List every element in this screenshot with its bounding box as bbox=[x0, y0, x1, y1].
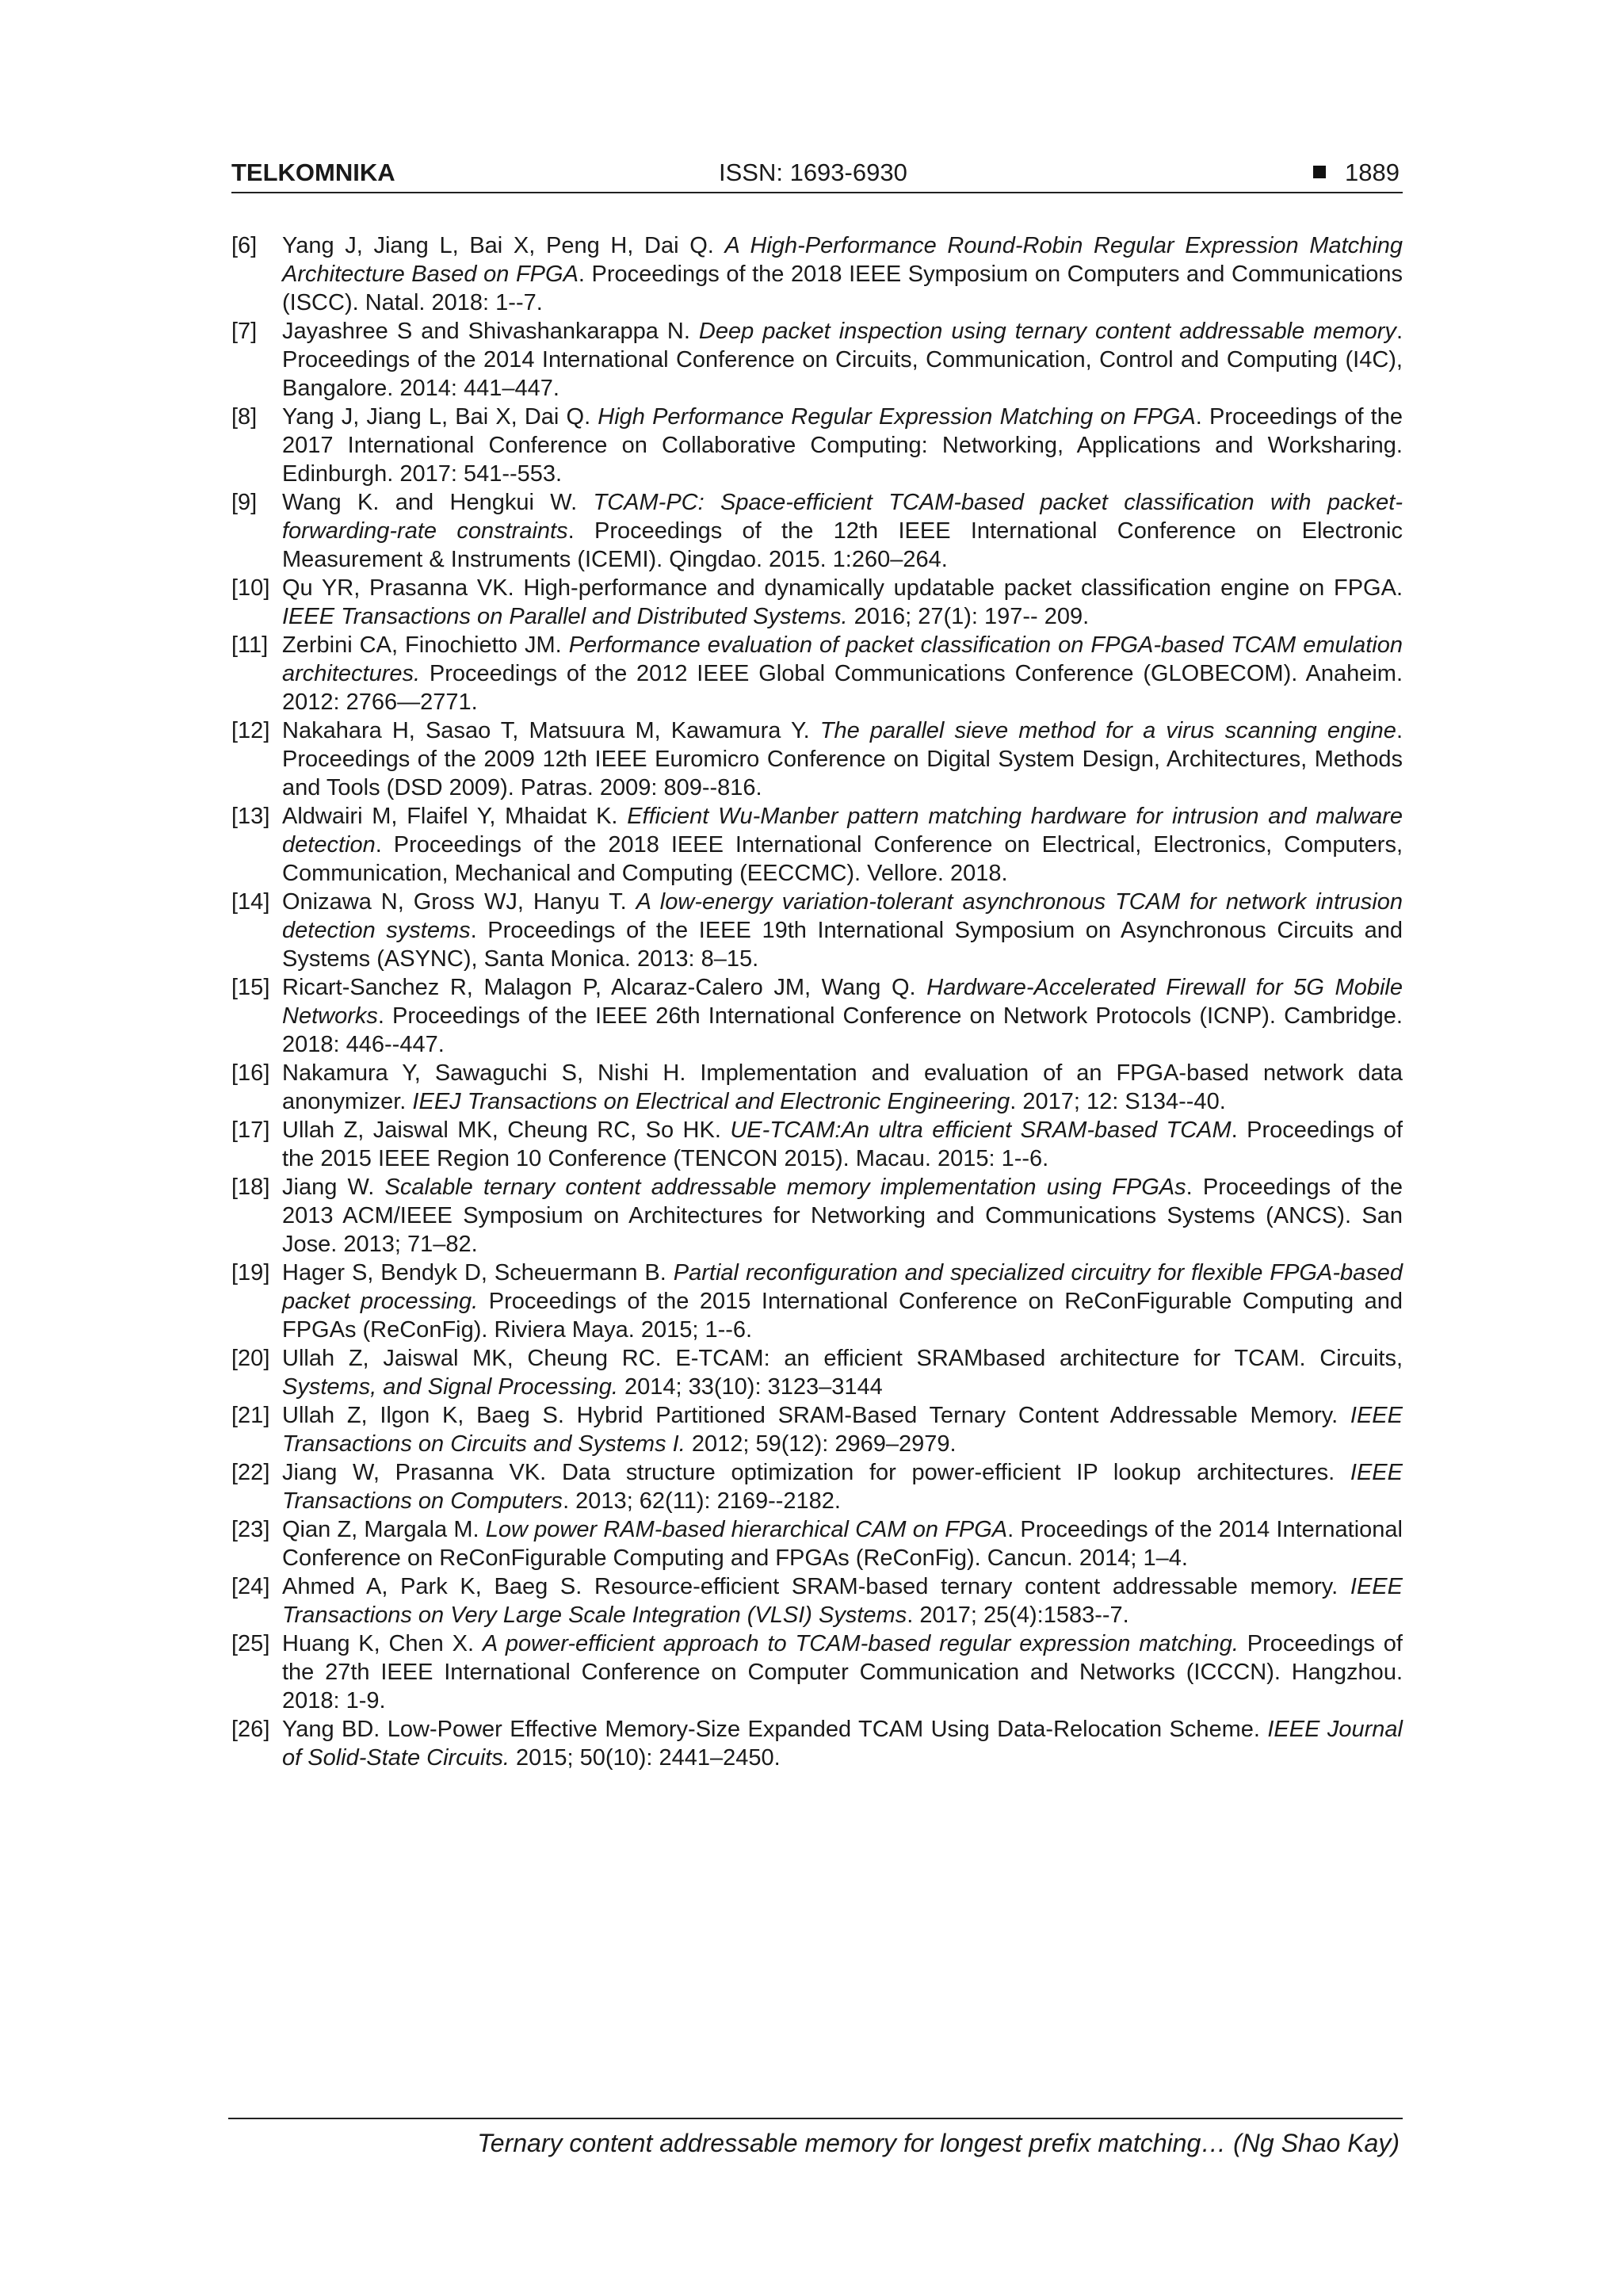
reference-number: [19] bbox=[231, 1260, 270, 1286]
reference-title: Partial reconfiguration and specialized circuitry for flexible FPGA-based packet processing. bbox=[282, 1260, 1403, 1314]
reference-number: [12] bbox=[231, 718, 270, 743]
reference-number: [17] bbox=[231, 1117, 270, 1143]
reference-title: High Performance Regular Expression Matching on FPGA bbox=[598, 404, 1196, 430]
reference-title: Systems, and Signal Processing. bbox=[282, 1374, 618, 1400]
reference-item bbox=[231, 1173, 1403, 1259]
reference-item bbox=[231, 1344, 1403, 1401]
reference-text: Ullah Z, Ilgon K, Baeg S. Hybrid Partitioned SRAM-Based Ternary Content Addressable Memory. IEEE Transactions on Circuits and Systems I. 2012; 59(12): 2969–2979. bbox=[282, 1403, 1403, 1457]
reference-item bbox=[231, 488, 1403, 574]
reference-item bbox=[231, 1572, 1403, 1629]
reference-item bbox=[231, 802, 1403, 888]
reference-item bbox=[231, 716, 1403, 802]
reference-title: Low power RAM-based hierarchical CAM on FPGA bbox=[485, 1517, 1008, 1542]
reference-text: Hager S, Bendyk D, Scheuermann B. Partial reconfiguration and specialized circuitry for flexible FPGA-based packet processing. Proceedings of the 2015 International Conference on ReConFigurable Computing and FPGAs (ReConFig). Riviera Maya. 2015; 1--6. bbox=[282, 1260, 1403, 1343]
reference-text: Nakahara H, Sasao T, Matsuura M, Kawamura Y. The parallel sieve method for a virus scanning engine. Proceedings of the 2009 12th IEEE Euromicro Conference on Digital System Design, Architectures, Methods and Tools (DSD 2009). Patras. 2009: 809--816. bbox=[282, 718, 1403, 800]
reference-list bbox=[231, 231, 1403, 1772]
reference-text: Ricart-Sanchez R, Malagon P, Alcaraz-Calero JM, Wang Q. Hardware-Accelerated Firewall for 5G Mobile Networks. Proceedings of the IEEE 26th International Conference on Network Protocols (ICNP). Cambridge. 2018: 446--447. bbox=[282, 975, 1403, 1057]
reference-text: Nakamura Y, Sawaguchi S, Nishi H. Implementation and evaluation of an FPGA-based network data anonymizer. IEEJ Transactions on Electrical and Electronic Engineering. 2017; 12: S134--40. bbox=[282, 1060, 1403, 1114]
reference-number: [24] bbox=[231, 1574, 270, 1599]
reference-title: Scalable ternary content addressable memory implementation using FPGAs bbox=[384, 1175, 1186, 1200]
page-number: 1889 bbox=[1345, 159, 1400, 186]
reference-text: Ullah Z, Jaiswal MK, Cheung RC, So HK. UE-TCAM:An ultra efficient SRAM-based TCAM. Proceedings of the 2015 IEEE Region 10 Conference (TENCON 2015). Macau. 2015: 1--6. bbox=[282, 1117, 1403, 1171]
reference-item bbox=[231, 231, 1403, 317]
reference-text: Ahmed A, Park K, Baeg S. Resource-efficient SRAM-based ternary content addressable memory. IEEE Transactions on Very Large Scale Integration (VLSI) Systems. 2017; 25(4):1583--7. bbox=[282, 1574, 1403, 1628]
reference-number: [14] bbox=[231, 889, 270, 915]
reference-item bbox=[231, 1515, 1403, 1572]
reference-title: A low-energy variation-tolerant asynchronous TCAM for network intrusion detection systems bbox=[282, 889, 1403, 943]
reference-item bbox=[231, 1401, 1403, 1458]
reference-text: Ullah Z, Jaiswal MK, Cheung RC. E-TCAM: an efficient SRAMbased architecture for TCAM. Circuits, Systems, and Signal Processing. 2014; 33(10): 3123–3144 bbox=[282, 1346, 1403, 1400]
reference-item bbox=[231, 1629, 1403, 1715]
reference-title: TCAM-PC: Space-efficient TCAM-based packet classification with packet-forwarding-rate constraints bbox=[282, 490, 1403, 544]
reference-item bbox=[231, 973, 1403, 1059]
reference-title: The parallel sieve method for a virus scanning engine bbox=[819, 718, 1396, 743]
reference-text: Yang BD. Low-Power Effective Memory-Size Expanded TCAM Using Data-Relocation Scheme. IEEE Journal of Solid-State Circuits. 2015; 50(10): 2441–2450. bbox=[282, 1717, 1403, 1771]
reference-number: [7] bbox=[231, 319, 258, 344]
reference-text: Huang K, Chen X. A power-efficient approach to TCAM-based regular expression matching. Proceedings of the 27th IEEE International Conference on Computer Communication and Networks (ICCCN). Hangzhou. 2018: 1-9. bbox=[282, 1631, 1403, 1713]
reference-text: Wang K. and Hengkui W. TCAM-PC: Space-efficient TCAM-based packet classification with packet-forwarding-rate constraints. Proceedings of the 12th IEEE International Conference on Electronic Measurement & Instruments (ICEMI). Qingdao. 2015. 1:260–264. bbox=[282, 490, 1403, 572]
reference-number: [11] bbox=[231, 632, 269, 658]
issn: ISSN: 1693-6930 bbox=[719, 159, 907, 186]
reference-number: [22] bbox=[231, 1460, 270, 1485]
reference-item bbox=[231, 888, 1403, 973]
reference-number: [18] bbox=[231, 1175, 270, 1200]
reference-number: [20] bbox=[231, 1346, 270, 1371]
reference-text: Yang J, Jiang L, Bai X, Dai Q. High Performance Regular Expression Matching on FPGA. Proceedings of the 2017 International Conference on Collaborative Computing: Networking, Applications and Worksharing. Edinburgh. 2017: 541--553. bbox=[282, 404, 1403, 487]
reference-text: Jayashree S and Shivashankarappa N. Deep packet inspection using ternary content addressable memory. Proceedings of the 2014 International Conference on Circuits, Communication, Control and Computing (I4C), Bangalore. 2014: 441–447. bbox=[282, 319, 1403, 401]
reference-title: Hardware-Accelerated Firewall for 5G Mobile Networks bbox=[282, 975, 1403, 1029]
journal-name: TELKOMNIKA bbox=[231, 159, 395, 186]
reference-text: Jiang W, Prasanna VK. Data structure optimization for power-efficient IP lookup architectures. IEEE Transactions on Computers. 2013; 62(11): 2169--2182. bbox=[282, 1460, 1403, 1514]
reference-number: [6] bbox=[231, 233, 258, 258]
reference-title: A High-Performance Round-Robin Regular Expression Matching Architecture Based on FPGA bbox=[282, 233, 1403, 287]
reference-title: Performance evaluation of packet classification on FPGA-based TCAM emulation architectures. bbox=[282, 632, 1403, 686]
reference-title: IEEE Transactions on Parallel and Distributed Systems. bbox=[282, 604, 848, 629]
reference-item bbox=[231, 317, 1403, 403]
reference-title: IEEE Transactions on Circuits and Systems I. bbox=[282, 1403, 1403, 1457]
reference-number: [26] bbox=[231, 1717, 270, 1742]
square-bullet-icon bbox=[1313, 166, 1326, 178]
reference-number: [8] bbox=[231, 404, 258, 430]
reference-text: Aldwairi M, Flaifel Y, Mhaidat K. Efficient Wu-Manber pattern matching hardware for intrusion and malware detection. Proceedings of the 2018 IEEE International Conference on Electrical, Electronics, Computers, Communication, Mechanical and Computing (EECCMC). Vellore. 2018. bbox=[282, 804, 1403, 886]
reference-item bbox=[231, 403, 1403, 488]
reference-title: A power-efficient approach to TCAM-based regular expression matching. bbox=[482, 1631, 1239, 1656]
running-footer-text: Ternary content addressable memory for longest prefix matching… (Ng Shao Kay) bbox=[477, 2129, 1400, 2157]
reference-title: IEEJ Transactions on Electrical and Electronic Engineering bbox=[412, 1089, 1010, 1114]
page-footer bbox=[228, 2118, 1403, 2159]
reference-title: IEEE Transactions on Very Large Scale Integration (VLSI) Systems bbox=[282, 1574, 1403, 1628]
reference-number: [10] bbox=[231, 575, 270, 601]
reference-item bbox=[231, 631, 1403, 716]
reference-text: Jiang W. Scalable ternary content addressable memory implementation using FPGAs. Proceedings of the 2013 ACM/IEEE Symposium on Architectures for Networking and Communications Systems (ANCS). San Jose. 2013; 71–82. bbox=[282, 1175, 1403, 1257]
reference-number: [23] bbox=[231, 1517, 270, 1542]
reference-item bbox=[231, 1458, 1403, 1515]
reference-item bbox=[231, 1715, 1403, 1772]
reference-text: Yang J, Jiang L, Bai X, Peng H, Dai Q. A High-Performance Round-Robin Regular Expression Matching Architecture Based on FPGA. Proceedings of the 2018 IEEE Symposium on Computers and Communications (ISCC). Natal. 2018: 1--7. bbox=[282, 233, 1403, 315]
reference-number: [25] bbox=[231, 1631, 270, 1656]
reference-title: Efficient Wu-Manber pattern matching hardware for intrusion and malware detection bbox=[282, 804, 1403, 858]
page-header bbox=[231, 157, 1403, 193]
reference-text: Qu YR, Prasanna VK. High-performance and dynamically updatable packet classification engine on FPGA. IEEE Transactions on Parallel and Distributed Systems. 2016; 27(1): 197-- 209. bbox=[282, 575, 1403, 629]
reference-item bbox=[231, 1059, 1403, 1116]
reference-text: Qian Z, Margala M. Low power RAM-based hierarchical CAM on FPGA. Proceedings of the 2014 International Conference on ReConFigurable Computing and FPGAs (ReConFig). Cancun. 2014; 1–4. bbox=[282, 1517, 1403, 1571]
reference-item bbox=[231, 574, 1403, 631]
reference-text: Onizawa N, Gross WJ, Hanyu T. A low-energy variation-tolerant asynchronous TCAM for network intrusion detection systems. Proceedings of the IEEE 19th International Symposium on Asynchronous Circuits and Systems (ASYNC), Santa Monica. 2013: 8–15. bbox=[282, 889, 1403, 972]
reference-number: [9] bbox=[231, 490, 258, 515]
reference-number: [13] bbox=[231, 804, 270, 829]
reference-number: [15] bbox=[231, 975, 270, 1000]
reference-title: IEEE Transactions on Computers bbox=[282, 1460, 1403, 1514]
reference-text: Zerbini CA, Finochietto JM. Performance evaluation of packet classification on FPGA-based TCAM emulation architectures. Proceedings of the 2012 IEEE Global Communications Conference (GLOBECOM). Anaheim. 2012: 2766—2771. bbox=[282, 632, 1403, 715]
reference-number: [16] bbox=[231, 1060, 270, 1086]
page-number-block bbox=[1313, 157, 1400, 189]
reference-title: IEEE Journal of Solid-State Circuits. bbox=[282, 1717, 1403, 1771]
reference-item bbox=[231, 1259, 1403, 1344]
reference-title: UE-TCAM:An ultra efficient SRAM-based TCAM bbox=[730, 1117, 1232, 1143]
reference-title: Deep packet inspection using ternary content addressable memory bbox=[698, 319, 1396, 344]
reference-item bbox=[231, 1116, 1403, 1173]
reference-number: [21] bbox=[231, 1403, 270, 1428]
